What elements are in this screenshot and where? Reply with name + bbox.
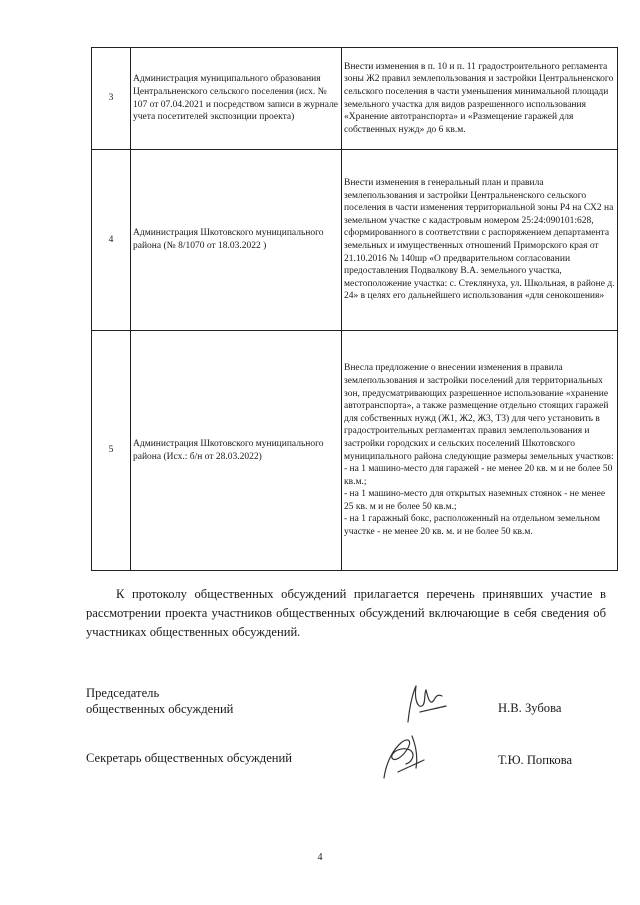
organization-cell [131, 150, 342, 331]
organization-cell [131, 48, 342, 150]
chair-signature-icon [398, 682, 450, 726]
proposal-cell: Внести изменения в генеральный план и правила землепользования и застройки Центральненского сельского поселения в части изменения территориальной зоны Р4 на СХ2 на земельном участке с кадастровым номером 25:24:090101:628, сформированного в соответствии с распоряжением департамента земельных и имущественных отношений Приморского края от 21.10.2016 № 140шр «О предварительном согласовании предоставления Подвалкову В.А. земельного участка, местоположение участка: с. Стеклянуха, ул. Школьная, в районе д. 24» в целях его дальнейшего использования «для сенокошения» [342, 150, 618, 331]
organization-text: Администрация муниципального образования Центральненского сельского поселения (исх. № 107 от 07.04.2021 и посредством записи в журнале учета посетителей экспозиции проекта) [133, 74, 339, 123]
closing-paragraph: К протоколу общественных обсуждений прилагается перечень принявших участие в рассмотрении проекта участников общественных обсуждений включающие в себя сведения об участниках общественных обсуждений. [86, 587, 606, 639]
proposal-paragraph: - на 1 машино-место для гаражей - не менее 20 кв. м и не более 50 кв.м.; [344, 464, 613, 487]
table-row [92, 48, 618, 150]
chair-title [86, 685, 233, 717]
proposals-table [91, 47, 618, 571]
row-number: 5 [92, 331, 131, 571]
chair-title-line: Председатель [86, 686, 160, 700]
row-number: 4 [92, 150, 131, 331]
proposal-paragraph: Внесла предложение о внесении изменения в правила землепользования и застройки поселений для территориальных зон, предусматривающих разрешенное использование «хранение автотранспорта», а также размещение отдельно стоящих гаражей для собственных нужд (Ж1, Ж2, Ж3, Т3) для чего установить в градостроительных регламентах правил землепользования и застройки городских и сельских поселений Шкотовского муниципального района следующие размеры земельных участков: [344, 363, 614, 462]
organization-cell [131, 331, 342, 571]
chair-title-line: общественных обсуждений [86, 702, 234, 716]
chair-name: Н.В. Зубова [498, 701, 562, 715]
organization-text: Администрация Шкотовского муниципального района (Исх.: б/н от 28.03.2022) [133, 438, 324, 462]
page-number: 4 [317, 852, 323, 863]
secretary-title: Секретарь общественных обсуждений [86, 751, 293, 765]
secretary-name: Т.Ю. Попкова [498, 753, 573, 767]
proposal-paragraph: - на 1 гаражный бокс, расположенный на отдельном земельном участке - не менее 20 кв. м. и не более 50 кв.м. [344, 514, 601, 538]
table-row [92, 150, 618, 331]
row-number: 3 [92, 48, 131, 150]
proposal-paragraph: - на 1 машино-место для открытых наземных стоянок - не менее 25 кв. м и не более 50 кв.м.; [344, 489, 606, 512]
proposal-cell: Внести изменения в п. 10 и п. 11 градостроительного регламента зоны Ж2 правил землепользования и застройки Центральненского сельского поселения в части уменьшения минимальной площади земельного участка для видов разрешенного использования «Хранение автотранспорта» и «Размещение гаражей для собственных нужд» до 6 кв.м. [342, 48, 618, 150]
table-row [92, 331, 618, 571]
secretary-signature-icon [372, 728, 428, 782]
organization-text: Администрация Шкотовского муниципального района (№ 8/1070 от 18.03.2022 ) [133, 228, 324, 251]
proposal-cell [342, 331, 618, 571]
